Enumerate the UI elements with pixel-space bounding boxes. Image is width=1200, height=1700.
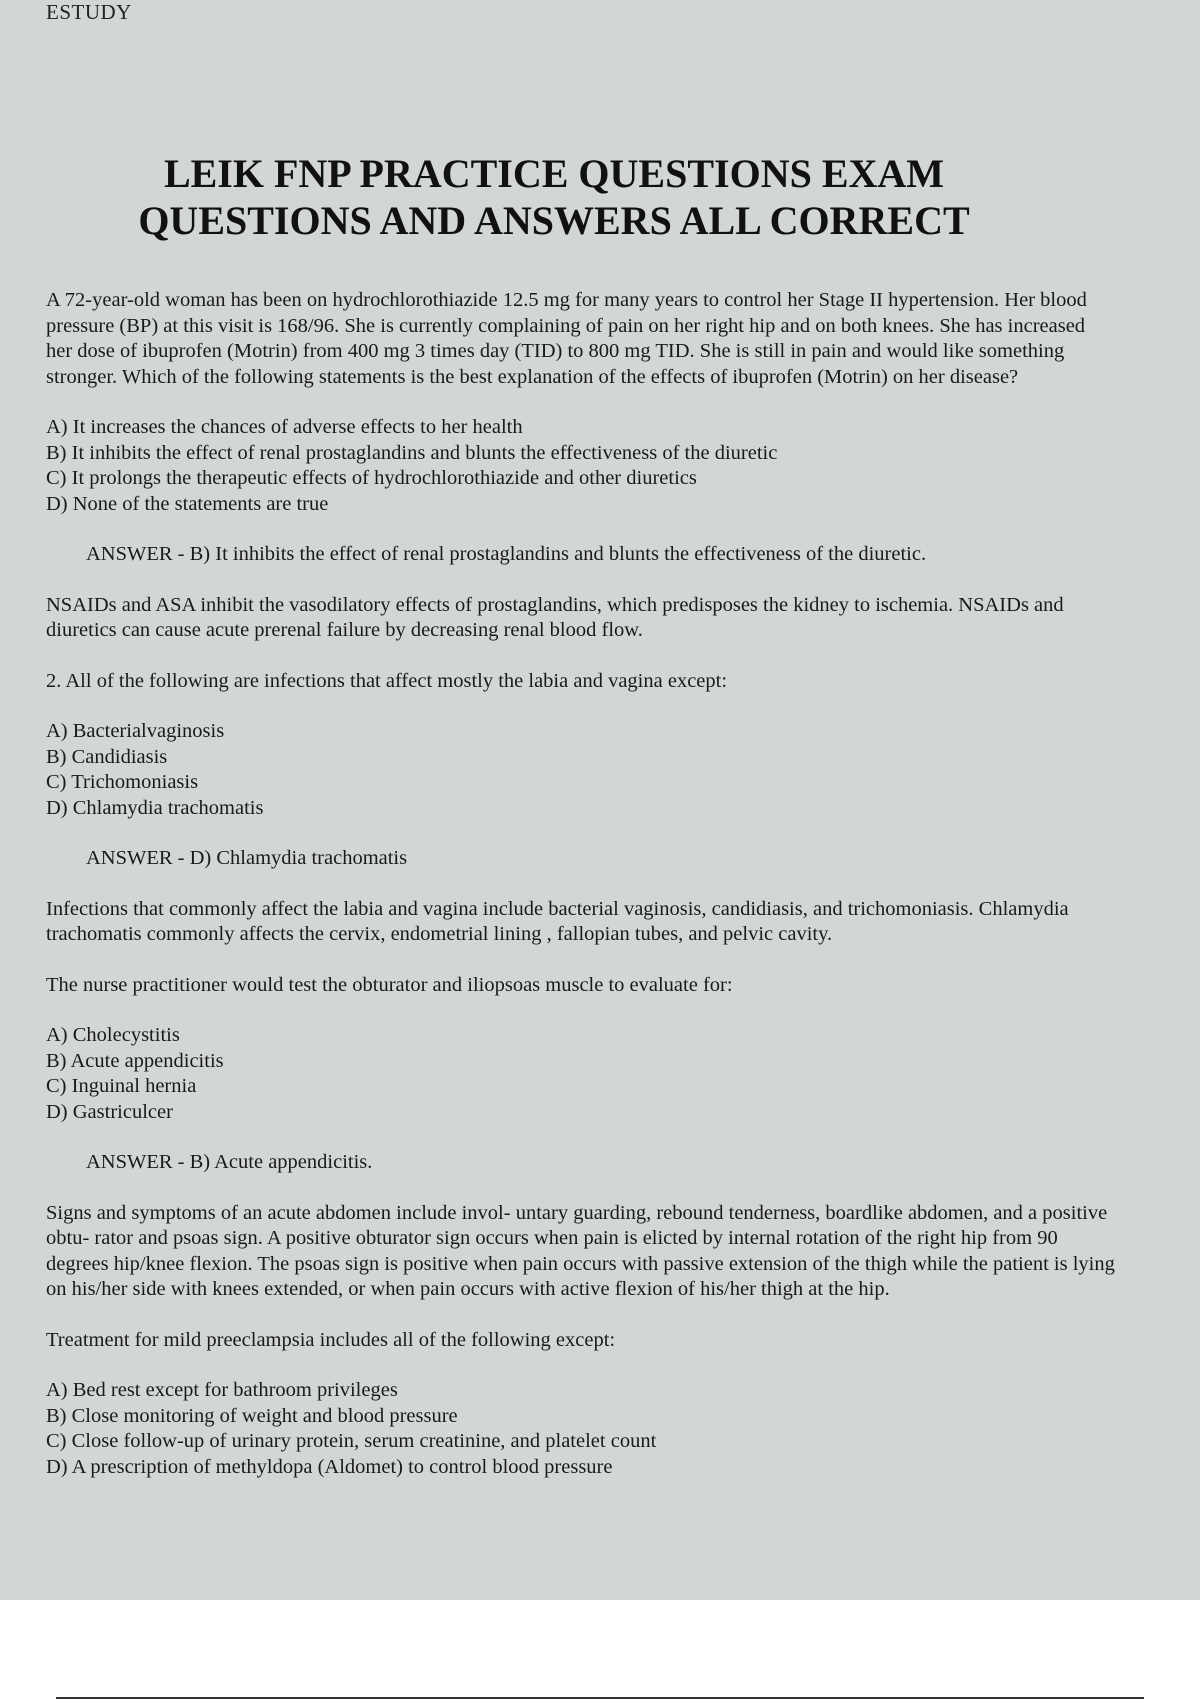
question-text: Treatment for mild preeclampsia includes all of the following except: <box>46 1328 616 1351</box>
answer-line: ANSWER - B) It inhibits the effect of renal prostaglandins and blunts the effectiveness of the diuretic. <box>86 543 927 565</box>
option-a: A) Bed rest except for bathroom privileges <box>46 1379 398 1401</box>
option-d: D) None of the statements are true <box>46 492 329 515</box>
option-c: C) Trichomoniasis <box>46 771 199 793</box>
option-c: C) It prolongs the therapeutic effects of hydrochlorothiazide and other diuretics <box>46 467 697 489</box>
title-line-2: QUESTIONS AND ANSWERS ALL CORRECT <box>138 198 970 243</box>
footer-divider <box>56 1697 1144 1699</box>
option-d: D) Chlamydia trachomatis <box>46 796 264 819</box>
answer-line: ANSWER - D) Chlamydia trachomatis <box>86 847 408 869</box>
option-b: B) Close monitoring of weight and blood pressure <box>46 1404 458 1427</box>
option-d: D) Gastriculcer <box>46 1100 173 1123</box>
answer-options <box>46 719 1116 821</box>
option-a: A) Cholecystitis <box>46 1024 180 1046</box>
option-b: B) Acute appendicitis <box>46 1049 224 1072</box>
answer-options <box>46 415 1116 517</box>
answer-options <box>46 1023 1116 1125</box>
option-b: B) It inhibits the effect of renal prostaglandins and blunts the effectiveness of the diuretic <box>46 441 778 464</box>
option-b: B) Candidiasis <box>46 745 168 768</box>
explanation-text: Signs and symptoms of an acute abdomen include invol- untary guarding, rebound tenderness, boardlike abdomen, and a positive obtu- rator and psoas sign. A positive obturator sign occurs when pain is elicted by internal rotation of the right hip from 90 degrees hip/knee flexion. The psoas sign is positive when pain occurs with passive extension of the thigh while the patient is lying on his/her side with knees extended, or when pain occurs with active flexion of his/her thigh at the hip. <box>46 1201 1115 1300</box>
question-text: The nurse practitioner would test the obturator and iliopsoas muscle to evaluate for: <box>46 973 733 996</box>
question-text: 2. All of the following are infections that affect mostly the labia and vagina except: <box>46 669 728 692</box>
answer-line: ANSWER - B) Acute appendicitis. <box>86 1151 373 1173</box>
title-line-1: LEIK FNP PRACTICE QUESTIONS EXAM <box>163 151 945 196</box>
explanation-text: NSAIDs and ASA inhibit the vasodilatory effects of prostaglandins, which predisposes the kidney to ischemia. NSAIDs and diuretics can cause acute prerenal failure by decreasing renal blood flow. <box>46 593 1064 641</box>
option-c: C) Inguinal hernia <box>46 1075 197 1097</box>
document-title <box>0 150 1108 244</box>
option-c: C) Close follow-up of urinary protein, serum creatinine, and platelet count <box>46 1430 657 1452</box>
option-a: A) Bacterialvaginosis <box>46 720 225 742</box>
explanation-text: Infections that commonly affect the labia and vagina include bacterial vaginosis, candidiasis, and trichomoniasis. Chlamydia trachomatis commonly affects the cervix, endometrial lining , fallopian tubes, and pelvic cavity. <box>46 897 1069 945</box>
document-body <box>46 288 1116 1505</box>
document-header: ESTUDY <box>46 0 132 24</box>
question-text: A 72-year-old woman has been on hydrochlorothiazide 12.5 mg for many years to control her Stage II hypertension. Her blood pressure (BP) at this visit is 168/96. She is currently complaining of pain on her right hip and on both knees. She has increased her dose of ibuprofen (Motrin) from 400 mg 3 times day (TID) to 800 mg TID. She is still in pain and would like something stronger. Which of the following statements is the best explanation of the effects of ibuprofen (Motrin) on her disease? <box>46 289 1087 388</box>
option-d: D) A prescription of methyldopa (Aldomet) to control blood pressure <box>46 1455 613 1478</box>
answer-options <box>46 1378 1116 1480</box>
option-a: A) It increases the chances of adverse effects to her health <box>46 416 523 438</box>
